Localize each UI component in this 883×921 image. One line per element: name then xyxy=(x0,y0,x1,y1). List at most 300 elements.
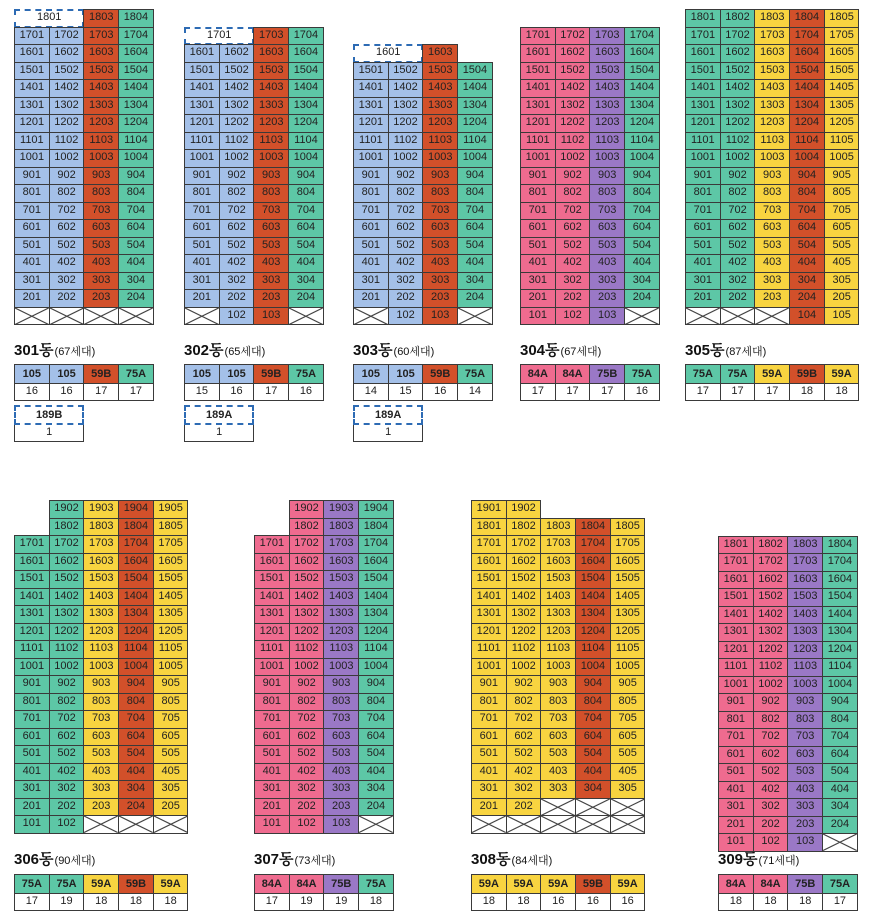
unit-cell: 1304 xyxy=(358,605,394,624)
unit-cell: 1003 xyxy=(589,149,625,168)
unit-cell: 1001 xyxy=(685,149,721,168)
unit-type-box: 75A xyxy=(822,874,858,894)
unit-cell: 1204 xyxy=(118,114,154,133)
unit-cell: 602 xyxy=(289,728,325,747)
unit-cell: 1104 xyxy=(118,132,154,151)
empty-unit-cell xyxy=(471,815,507,834)
unit-cell: 901 xyxy=(184,167,220,186)
unit-cell: 602 xyxy=(49,219,85,238)
unit-cell: 1702 xyxy=(555,27,591,46)
unit-cell: 304 xyxy=(288,272,324,291)
unit-cell: 1801 xyxy=(718,536,754,555)
unit-type-box: 105 xyxy=(14,364,50,384)
unit-cell: 601 xyxy=(254,728,290,747)
unit-type-count: 18 xyxy=(471,894,507,911)
unit-cell: 1101 xyxy=(254,640,290,659)
unit-cell: 902 xyxy=(388,167,424,186)
unit-cell: 1602 xyxy=(289,553,325,572)
unit-cell: 705 xyxy=(824,202,860,221)
unit-cell: 901 xyxy=(471,675,507,694)
unit-cell: 503 xyxy=(589,237,625,256)
unit-type-count: 17 xyxy=(555,384,591,401)
unit-cell: 804 xyxy=(358,693,394,712)
unit-cell: 1205 xyxy=(610,623,646,642)
unit-cell: 403 xyxy=(589,254,625,273)
unit-type-count: 17 xyxy=(822,894,858,911)
unit-cell: 801 xyxy=(718,711,754,730)
unit-cell: 1402 xyxy=(219,79,255,98)
building-title xyxy=(14,848,95,869)
unit-cell: 203 xyxy=(787,816,823,835)
unit-cell: 1405 xyxy=(610,588,646,607)
unit-cell: 1403 xyxy=(589,79,625,98)
empty-unit-cell xyxy=(720,307,756,326)
unit-type-box: 75A xyxy=(624,364,660,384)
unit-type-box: 59B xyxy=(83,364,119,384)
unit-cell: 1202 xyxy=(506,623,542,642)
unit-cell: 1704 xyxy=(288,27,324,46)
unit-cell: 1501 xyxy=(14,570,50,589)
unit-cell: 804 xyxy=(118,693,154,712)
unit-cell: 1401 xyxy=(254,588,290,607)
unit-cell: 1502 xyxy=(219,62,255,81)
unit-cell: 1202 xyxy=(753,641,789,660)
unit-type-box: 84A xyxy=(753,874,789,894)
unit-cell: 504 xyxy=(822,763,858,782)
unit-cell: 1104 xyxy=(575,640,611,659)
no-unit-cross-icon xyxy=(755,308,789,325)
unit-cell: 1304 xyxy=(822,623,858,642)
unit-cell: 1204 xyxy=(575,623,611,642)
unit-cell: 403 xyxy=(83,763,119,782)
unit-type-box: 59A xyxy=(540,874,576,894)
unit-type-box: 75A xyxy=(288,364,324,384)
unit-cell: 1401 xyxy=(471,588,507,607)
unit-cell: 1105 xyxy=(824,132,860,151)
unit-cell: 601 xyxy=(14,219,50,238)
penthouse-type-count: 1 xyxy=(184,425,254,442)
unit-cell: 902 xyxy=(219,167,255,186)
unit-cell: 1002 xyxy=(49,149,85,168)
unit-cell: 703 xyxy=(589,202,625,221)
unit-cell: 402 xyxy=(555,254,591,273)
unit-cell: 1201 xyxy=(471,623,507,642)
unit-cell: 1904 xyxy=(118,500,154,519)
unit-cell: 1201 xyxy=(14,114,50,133)
unit-type-box: 59A xyxy=(754,364,790,384)
unit-type-count: 18 xyxy=(118,894,154,911)
unit-cell: 503 xyxy=(787,763,823,782)
unit-type-count: 16 xyxy=(540,894,576,911)
unit-cell: 1301 xyxy=(685,97,721,116)
unit-cell: 703 xyxy=(754,202,790,221)
unit-type-box: 75B xyxy=(787,874,823,894)
unit-cell: 905 xyxy=(824,167,860,186)
unit-cell: 704 xyxy=(118,710,154,729)
unit-cell: 1703 xyxy=(540,535,576,554)
unit-cell: 703 xyxy=(787,728,823,747)
unit-type-count: 14 xyxy=(353,384,389,401)
unit-cell: 1403 xyxy=(787,606,823,625)
unit-cell: 503 xyxy=(323,745,359,764)
unit-cell: 301 xyxy=(353,272,389,291)
unit-cell: 801 xyxy=(14,184,50,203)
building-name: 305동 xyxy=(685,342,725,359)
unit-cell: 1503 xyxy=(83,570,119,589)
unit-cell: 1402 xyxy=(506,588,542,607)
building-name: 306동 xyxy=(14,851,54,868)
unit-cell: 1803 xyxy=(540,518,576,537)
unit-cell: 1302 xyxy=(720,97,756,116)
unit-cell: 1601 xyxy=(471,553,507,572)
unit-cell: 1604 xyxy=(288,44,324,63)
unit-cell: 1301 xyxy=(353,97,389,116)
unit-cell: 1402 xyxy=(289,588,325,607)
unit-cell: 402 xyxy=(289,763,325,782)
unit-cell: 1201 xyxy=(184,114,220,133)
unit-cell: 1302 xyxy=(388,97,424,116)
unit-cell: 1701 xyxy=(520,27,556,46)
unit-cell: 1004 xyxy=(288,149,324,168)
unit-cell: 503 xyxy=(422,237,458,256)
unit-cell: 1302 xyxy=(506,605,542,624)
unit-cell: 502 xyxy=(289,745,325,764)
unit-cell: 1704 xyxy=(118,535,154,554)
unit-cell: 903 xyxy=(787,693,823,712)
unit-type-count: 18 xyxy=(718,894,754,911)
unit-cell: 1702 xyxy=(289,535,325,554)
unit-type-box: 75A xyxy=(358,874,394,894)
unit-cell: 601 xyxy=(353,219,389,238)
unit-cell: 804 xyxy=(118,184,154,203)
unit-cell: 202 xyxy=(49,289,85,308)
household-count: (65세대) xyxy=(224,346,266,358)
unit-cell: 1503 xyxy=(787,588,823,607)
unit-cell: 401 xyxy=(254,763,290,782)
unit-cell: 1504 xyxy=(457,62,493,81)
empty-unit-cell xyxy=(540,798,576,817)
unit-cell: 1202 xyxy=(289,623,325,642)
unit-cell: 703 xyxy=(422,202,458,221)
unit-cell: 1702 xyxy=(753,553,789,572)
building-title xyxy=(254,848,335,869)
unit-cell: 1202 xyxy=(388,114,424,133)
unit-cell: 1802 xyxy=(506,518,542,537)
unit-cell: 504 xyxy=(288,237,324,256)
unit-cell: 1404 xyxy=(288,79,324,98)
unit-cell: 1905 xyxy=(153,500,189,519)
unit-cell: 1303 xyxy=(83,605,119,624)
unit-cell: 1802 xyxy=(49,518,85,537)
unit-type-box: 105 xyxy=(184,364,220,384)
unit-cell: 605 xyxy=(153,728,189,747)
building-name: 303동 xyxy=(353,342,393,359)
unit-cell: 1703 xyxy=(83,535,119,554)
unit-type-count: 18 xyxy=(83,894,119,911)
unit-cell: 1005 xyxy=(824,149,860,168)
unit-cell: 202 xyxy=(388,289,424,308)
unit-type-count: 16 xyxy=(288,384,324,401)
unit-cell: 1004 xyxy=(118,149,154,168)
unit-cell: 1804 xyxy=(575,518,611,537)
unit-cell: 304 xyxy=(118,272,154,291)
penthouse-type-count: 1 xyxy=(353,425,423,442)
unit-cell: 902 xyxy=(49,167,85,186)
unit-cell: 201 xyxy=(14,798,50,817)
unit-cell: 301 xyxy=(685,272,721,291)
unit-cell: 702 xyxy=(388,202,424,221)
unit-cell: 503 xyxy=(83,237,119,256)
unit-cell: 905 xyxy=(153,675,189,694)
unit-cell: 1404 xyxy=(822,606,858,625)
household-count: (67세대) xyxy=(54,346,96,358)
unit-cell: 602 xyxy=(753,746,789,765)
unit-type-count: 17 xyxy=(520,384,556,401)
unit-cell: 202 xyxy=(49,798,85,817)
unit-cell: 1404 xyxy=(118,79,154,98)
unit-cell: 404 xyxy=(288,254,324,273)
unit-cell: 1602 xyxy=(720,44,756,63)
unit-cell: 403 xyxy=(787,781,823,800)
unit-cell: 401 xyxy=(14,254,50,273)
unit-cell: 303 xyxy=(83,272,119,291)
unit-type-count: 16 xyxy=(610,894,646,911)
unit-cell: 102 xyxy=(555,307,591,326)
unit-cell: 704 xyxy=(118,202,154,221)
unit-cell: 1504 xyxy=(118,570,154,589)
unit-cell: 105 xyxy=(824,307,860,326)
no-unit-cross-icon xyxy=(576,816,610,833)
unit-cell: 1103 xyxy=(83,132,119,151)
unit-cell: 804 xyxy=(822,711,858,730)
unit-cell: 702 xyxy=(49,710,85,729)
unit-cell: 702 xyxy=(289,710,325,729)
unit-cell: 705 xyxy=(610,710,646,729)
no-unit-cross-icon xyxy=(84,816,118,833)
unit-cell: 1802 xyxy=(753,536,789,555)
unit-cell: 1202 xyxy=(555,114,591,133)
unit-cell: 102 xyxy=(753,833,789,852)
unit-cell: 804 xyxy=(288,184,324,203)
no-unit-cross-icon xyxy=(686,308,720,325)
unit-cell: 1702 xyxy=(720,27,756,46)
unit-cell: 103 xyxy=(253,307,289,326)
empty-unit-cell xyxy=(288,307,324,326)
unit-cell: 302 xyxy=(555,272,591,291)
unit-cell: 405 xyxy=(824,254,860,273)
unit-cell: 1302 xyxy=(289,605,325,624)
no-unit-cross-icon xyxy=(823,834,857,851)
unit-cell: 1602 xyxy=(219,44,255,63)
unit-cell: 502 xyxy=(720,237,756,256)
unit-cell: 801 xyxy=(14,693,50,712)
unit-cell: 1005 xyxy=(610,658,646,677)
unit-cell: 1301 xyxy=(520,97,556,116)
unit-cell: 1102 xyxy=(49,132,85,151)
unit-cell: 303 xyxy=(540,780,576,799)
unit-cell: 1604 xyxy=(575,553,611,572)
unit-cell: 1804 xyxy=(822,536,858,555)
unit-cell: 1101 xyxy=(14,640,50,659)
unit-cell: 1802 xyxy=(720,9,756,28)
empty-unit-cell xyxy=(754,307,790,326)
unit-cell: 602 xyxy=(49,728,85,747)
unit-cell: 1004 xyxy=(575,658,611,677)
unit-cell: 704 xyxy=(457,202,493,221)
no-unit-cross-icon xyxy=(15,308,49,325)
unit-cell: 1405 xyxy=(824,79,860,98)
unit-cell: 1403 xyxy=(253,79,289,98)
unit-cell: 1404 xyxy=(624,79,660,98)
unit-cell: 1501 xyxy=(184,62,220,81)
unit-cell: 1204 xyxy=(358,623,394,642)
unit-cell: 1501 xyxy=(353,62,389,81)
unit-cell: 902 xyxy=(506,675,542,694)
unit-cell: 901 xyxy=(254,675,290,694)
no-unit-cross-icon xyxy=(458,308,492,325)
unit-cell: 1502 xyxy=(555,62,591,81)
unit-cell: 1703 xyxy=(589,27,625,46)
unit-cell: 603 xyxy=(83,728,119,747)
unit-cell: 1303 xyxy=(589,97,625,116)
unit-cell: 1104 xyxy=(358,640,394,659)
unit-cell: 1102 xyxy=(555,132,591,151)
unit-cell: 1104 xyxy=(118,640,154,659)
unit-cell: 902 xyxy=(555,167,591,186)
unit-cell: 1704 xyxy=(789,27,825,46)
unit-cell: 702 xyxy=(506,710,542,729)
unit-cell: 1003 xyxy=(540,658,576,677)
unit-cell: 205 xyxy=(153,798,189,817)
unit-cell: 904 xyxy=(118,675,154,694)
unit-type-box: 84A xyxy=(289,874,325,894)
unit-cell: 1701 xyxy=(14,535,50,554)
unit-cell: 201 xyxy=(254,798,290,817)
unit-type-box: 84A xyxy=(555,364,591,384)
unit-cell: 201 xyxy=(685,289,721,308)
building-title xyxy=(184,339,265,360)
unit-cell: 1203 xyxy=(787,641,823,660)
empty-unit-cell xyxy=(358,815,394,834)
unit-cell: 404 xyxy=(822,781,858,800)
unit-cell: 603 xyxy=(253,219,289,238)
unit-cell: 504 xyxy=(789,237,825,256)
unit-cell: 501 xyxy=(353,237,389,256)
unit-type-count: 18 xyxy=(506,894,542,911)
unit-cell: 1902 xyxy=(289,500,325,519)
household-count: (90세대) xyxy=(54,855,96,867)
unit-type-box: 105 xyxy=(353,364,389,384)
unit-cell: 1603 xyxy=(589,44,625,63)
unit-cell: 903 xyxy=(540,675,576,694)
unit-type-count: 17 xyxy=(118,384,154,401)
unit-cell: 103 xyxy=(422,307,458,326)
unit-cell: 903 xyxy=(589,167,625,186)
unit-cell: 301 xyxy=(14,780,50,799)
unit-cell: 302 xyxy=(49,780,85,799)
unit-cell: 805 xyxy=(153,693,189,712)
unit-cell: 1103 xyxy=(589,132,625,151)
unit-cell: 1803 xyxy=(83,518,119,537)
unit-cell: 403 xyxy=(540,763,576,782)
unit-cell: 201 xyxy=(718,816,754,835)
unit-cell: 1601 xyxy=(184,44,220,63)
unit-cell: 204 xyxy=(118,798,154,817)
unit-cell: 204 xyxy=(457,289,493,308)
no-unit-cross-icon xyxy=(611,799,645,816)
unit-cell: 203 xyxy=(589,289,625,308)
unit-type-box: 59A xyxy=(824,364,860,384)
unit-cell: 701 xyxy=(14,202,50,221)
empty-unit-cell xyxy=(540,815,576,834)
unit-cell: 1705 xyxy=(824,27,860,46)
unit-type-box: 84A xyxy=(254,874,290,894)
unit-cell: 103 xyxy=(323,815,359,834)
unit-cell: 1605 xyxy=(824,44,860,63)
unit-type-count: 17 xyxy=(254,894,290,911)
unit-cell: 1503 xyxy=(589,62,625,81)
penthouse-type-count: 1 xyxy=(14,425,84,442)
unit-cell: 1604 xyxy=(624,44,660,63)
unit-cell: 305 xyxy=(824,272,860,291)
unit-cell: 304 xyxy=(624,272,660,291)
unit-cell: 1904 xyxy=(358,500,394,519)
unit-cell: 401 xyxy=(471,763,507,782)
no-unit-cross-icon xyxy=(611,816,645,833)
unit-cell: 304 xyxy=(822,798,858,817)
unit-cell: 301 xyxy=(184,272,220,291)
unit-cell: 702 xyxy=(49,202,85,221)
unit-cell: 603 xyxy=(754,219,790,238)
unit-cell: 1204 xyxy=(822,641,858,660)
unit-cell: 1402 xyxy=(49,588,85,607)
unit-cell: 501 xyxy=(718,763,754,782)
building-title xyxy=(685,339,766,360)
unit-cell: 502 xyxy=(219,237,255,256)
unit-cell: 503 xyxy=(253,237,289,256)
unit-cell: 103 xyxy=(787,833,823,852)
unit-cell: 802 xyxy=(555,184,591,203)
building-title xyxy=(14,339,95,360)
unit-cell: 1503 xyxy=(422,62,458,81)
unit-cell: 1604 xyxy=(118,44,154,63)
unit-cell: 304 xyxy=(457,272,493,291)
unit-cell: 1603 xyxy=(754,44,790,63)
unit-cell: 803 xyxy=(323,693,359,712)
unit-cell: 1602 xyxy=(555,44,591,63)
unit-type-count: 18 xyxy=(789,384,825,401)
unit-cell: 1102 xyxy=(219,132,255,151)
unit-cell: 1503 xyxy=(83,62,119,81)
unit-cell: 1501 xyxy=(471,570,507,589)
unit-cell: 801 xyxy=(685,184,721,203)
unit-cell: 502 xyxy=(49,745,85,764)
unit-cell: 302 xyxy=(219,272,255,291)
empty-unit-cell xyxy=(14,307,50,326)
unit-cell: 502 xyxy=(49,237,85,256)
unit-cell: 203 xyxy=(83,798,119,817)
unit-type-count: 15 xyxy=(388,384,424,401)
unit-cell: 101 xyxy=(14,815,50,834)
unit-cell: 303 xyxy=(787,798,823,817)
unit-cell: 703 xyxy=(83,710,119,729)
unit-cell: 1304 xyxy=(118,605,154,624)
unit-cell: 1203 xyxy=(253,114,289,133)
unit-cell: 1402 xyxy=(753,606,789,625)
unit-cell: 501 xyxy=(14,745,50,764)
unit-cell: 701 xyxy=(14,710,50,729)
unit-cell: 802 xyxy=(49,184,85,203)
